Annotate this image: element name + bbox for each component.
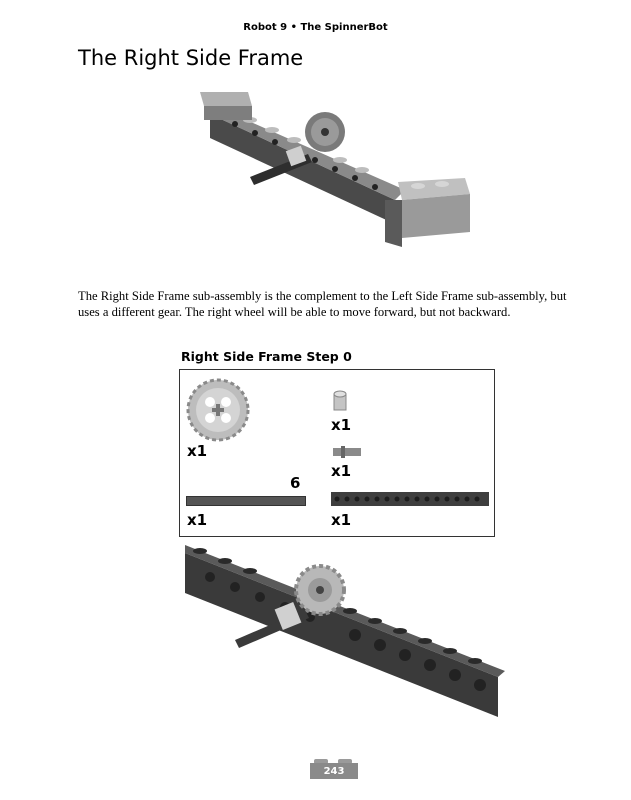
axle-part-icon (186, 496, 306, 506)
axle-pin-qty: x1 (331, 462, 352, 480)
step-title: Right Side Frame Step 0 (181, 349, 352, 364)
technic-beam-part-icon (331, 492, 489, 506)
page-number-brick (310, 759, 358, 779)
beam-qty: x1 (331, 511, 352, 529)
page-number: 243 (323, 766, 345, 777)
axle-length-label: 6 (290, 474, 301, 492)
gear-part-icon (186, 378, 250, 442)
gear-qty: x1 (187, 442, 208, 460)
running-head: Robot 9 • The SpinnerBot (243, 22, 388, 33)
page-title: The Right Side Frame (78, 46, 304, 70)
step-assembly-illustration (180, 545, 510, 735)
parts-list-box (179, 369, 495, 537)
axle-pin-part-icon (331, 444, 363, 460)
frame-assembly-illustration (190, 82, 480, 272)
axle-qty: x1 (187, 511, 208, 529)
bushing-qty: x1 (331, 416, 352, 434)
bushing-part-icon (331, 390, 349, 414)
body-paragraph: The Right Side Frame sub-assembly is the complement to the Left Side Frame sub-assembly, but uses a different gear. The right wheel will be able to move forward, but not backward. (78, 289, 567, 319)
